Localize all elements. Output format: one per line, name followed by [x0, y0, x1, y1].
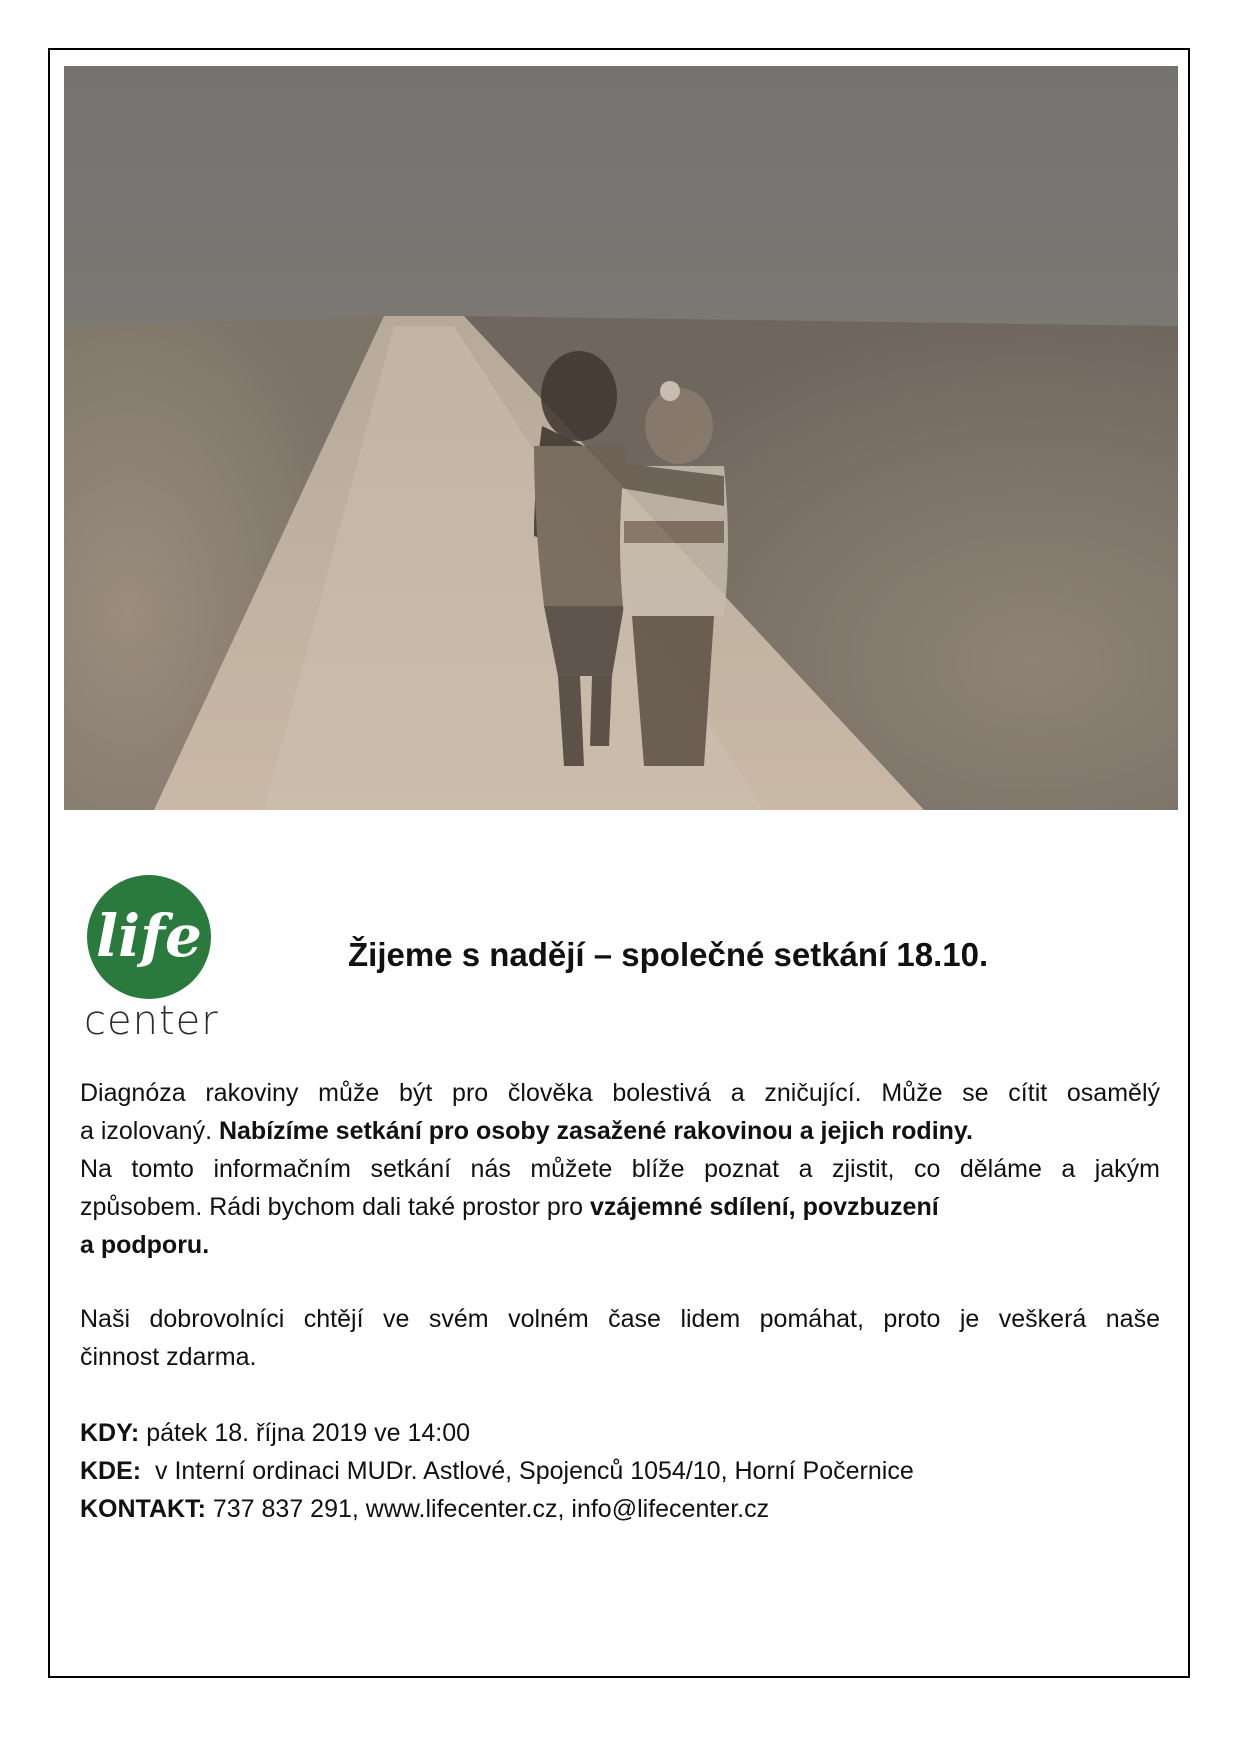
logo-circle-icon [84, 872, 214, 1002]
detail-contact-label: KONTAKT: [80, 1495, 206, 1523]
intro-paragraph [80, 1074, 1160, 1264]
detail-contact-value: 737 837 291, www.lifecenter.cz, info@lifecenter.cz [205, 1495, 770, 1523]
volunteers-line-1: Naši dobrovolníci chtějí ve svém volném čase lidem pomáhat, proto je veškerá naše [80, 1305, 1160, 1333]
page-title: Žijeme s nadějí – společné setkání 18.10. [348, 936, 989, 973]
intro-line-2-bold: Nabízíme setkání pro osoby zasažené rakovinou a jejich rodiny. [218, 1117, 973, 1145]
detail-when-value: pátek 18. října 2019 ve 14:00 [139, 1419, 471, 1447]
intro-line-1: Diagnóza rakoviny může být pro člověka bolestivá a zničující. Může se cítit osamělý [80, 1079, 1160, 1107]
intro-line-5-bold: a podporu. [80, 1231, 210, 1259]
detail-where-label: KDE: [80, 1457, 142, 1485]
volunteers-line-2: činnost zdarma. [80, 1343, 257, 1371]
detail-when [80, 1414, 1160, 1452]
event-details [80, 1414, 1160, 1528]
logo-life-text: life [96, 902, 202, 970]
intro-line-5 [80, 1226, 1160, 1264]
intro-line-3: Na tomto informačním setkání nás můžete blíže poznat a zjistit, co děláme a jakým [80, 1155, 1160, 1183]
logo-center-text: center [84, 998, 219, 1044]
detail-contact [80, 1490, 1160, 1528]
detail-when-label: KDY: [80, 1419, 140, 1447]
volunteers-paragraph [80, 1300, 1160, 1376]
intro-line-2 [80, 1112, 1160, 1150]
detail-where-value: v Interní ordinaci MUDr. Astlové, Spojenců 1054/10, Horní Počernice [141, 1457, 914, 1485]
detail-where [80, 1452, 1160, 1490]
intro-line-2-plain: a izolovaný. [80, 1117, 219, 1145]
intro-line-4 [80, 1188, 1160, 1226]
intro-line-4-bold: vzájemné sdílení, povzbuzení [589, 1193, 939, 1221]
hero-photo [64, 66, 1178, 810]
intro-line-4-plain: způsobem. Rádi bychom dali také prostor pro [80, 1193, 590, 1221]
lifecenter-logo [84, 872, 219, 1044]
